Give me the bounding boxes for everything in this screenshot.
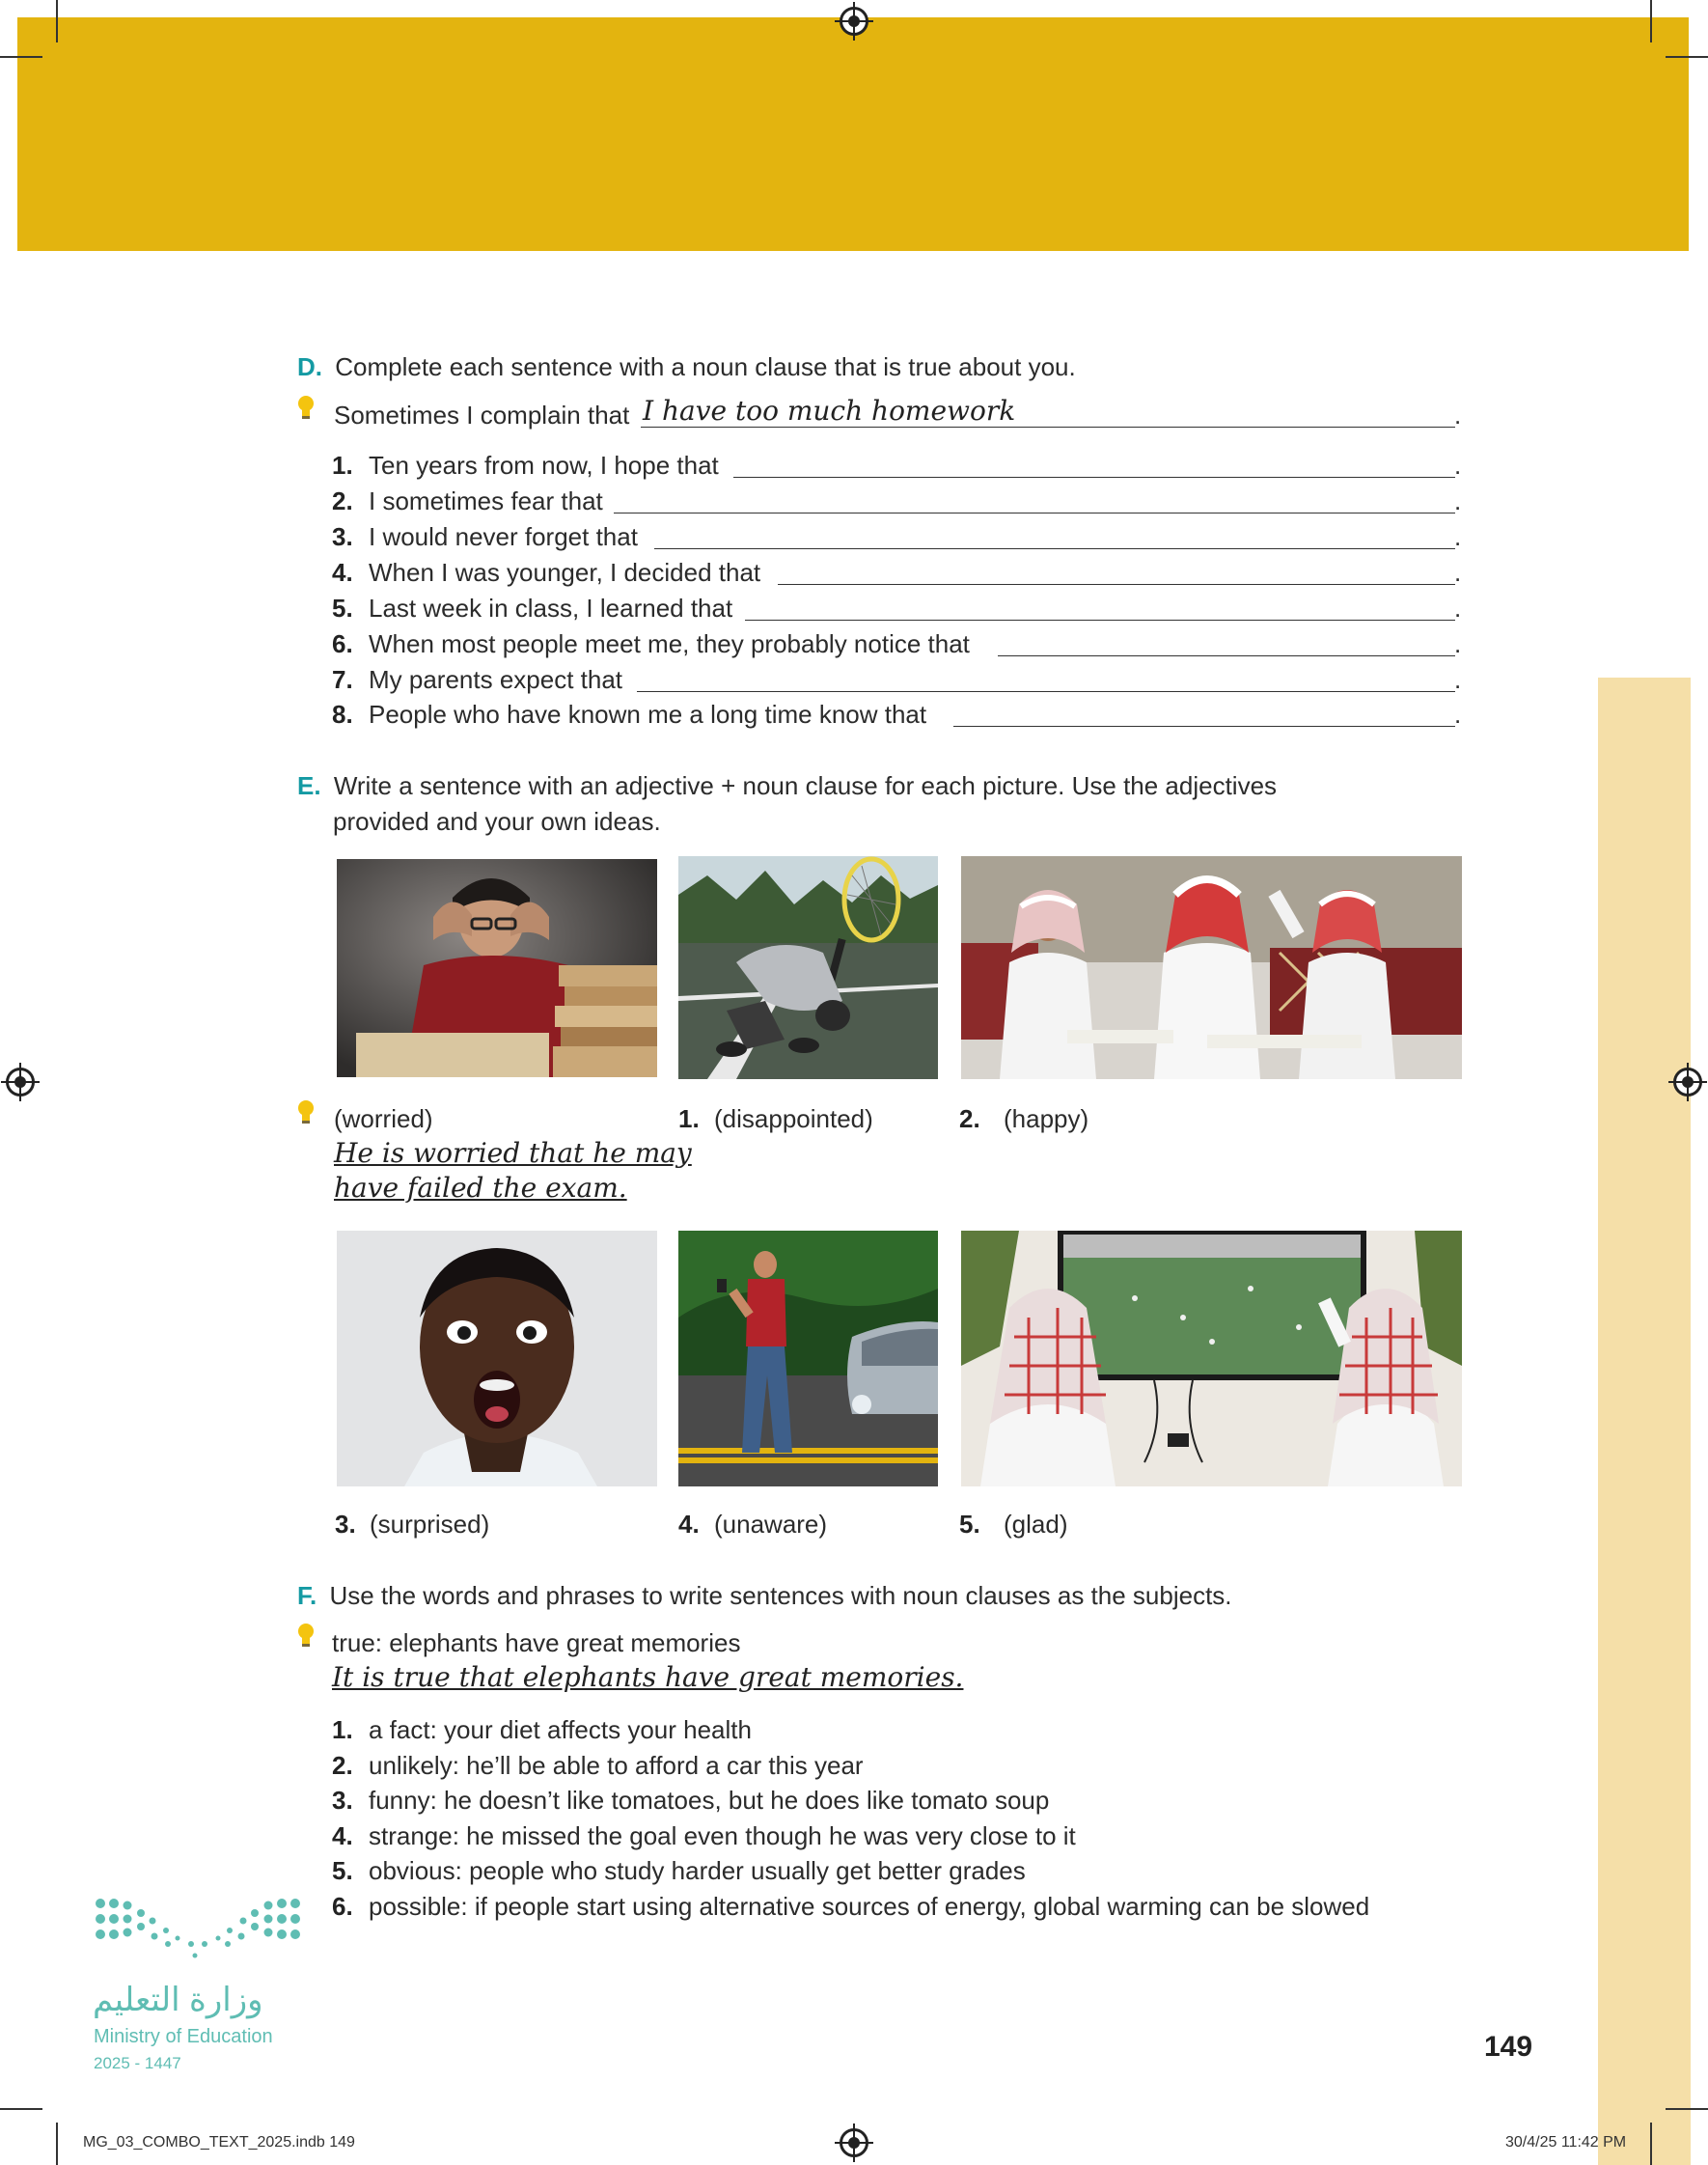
example-label: (worried) <box>334 1104 433 1133</box>
photo-man-on-phone-street <box>678 1231 938 1486</box>
ministry-english-name: Ministry of Education <box>94 2026 273 2047</box>
list-item: 6. When most people meet me, they probably notice that <box>332 629 970 658</box>
instruction-text: Complete each sentence with a noun clause that is true about you. <box>335 352 1076 381</box>
ministry-year: 2025 - 1447 <box>94 2054 181 2072</box>
section-letter: F. <box>297 1581 317 1610</box>
section-letter: E. <box>297 771 321 800</box>
crop-mark <box>56 2123 58 2165</box>
registration-mark-icon <box>840 7 868 36</box>
answer-line[interactable] <box>998 655 1455 656</box>
example-answer-line2: have failed the exam. <box>334 1172 627 1204</box>
photo-worried-student <box>337 859 657 1077</box>
example-answer-line1: He is worried that he may <box>334 1137 692 1169</box>
section-f-heading <box>297 1580 1232 1611</box>
photo-tennis-player <box>678 856 938 1079</box>
list-item: 2. I sometimes fear that <box>332 486 603 515</box>
page-number: 149 <box>1484 2031 1533 2063</box>
list-item: 3. I would never forget that <box>332 522 638 551</box>
crop-mark <box>1650 0 1652 42</box>
answer-line[interactable] <box>778 584 1455 585</box>
instruction-text: Use the words and phrases to write sentences with noun clauses as the subjects. <box>329 1581 1232 1610</box>
ministry-logo-icon <box>95 1898 301 1967</box>
header-banner <box>17 17 1689 251</box>
answer-line[interactable] <box>637 691 1455 692</box>
answer-line[interactable] <box>733 477 1455 478</box>
crop-mark <box>1666 2108 1708 2110</box>
section-e-heading <box>297 770 1277 801</box>
example-prompt: true: elephants have great memories <box>332 1628 741 1657</box>
section-letter: D. <box>297 352 322 381</box>
caption-surprised: 3. (surprised) <box>335 1510 490 1539</box>
registration-mark-icon <box>1673 1068 1702 1096</box>
caption-glad: 5. (glad) <box>959 1510 1068 1539</box>
crop-mark <box>0 2108 42 2110</box>
caption-happy: 2. (happy) <box>959 1104 1089 1133</box>
lightbulb-icon <box>295 1622 317 1651</box>
list-item: 4. strange: he missed the goal even though he was very close to it <box>332 1821 1076 1850</box>
example-prompt: Sometimes I complain that <box>334 401 630 430</box>
crop-mark <box>1666 56 1708 58</box>
instruction-text: provided and your own ideas. <box>333 807 661 836</box>
crop-mark <box>0 56 42 58</box>
footer-timestamp: 30/4/25 11:42 PM <box>1505 2134 1627 2151</box>
list-item: 1. Ten years from now, I hope that <box>332 451 719 480</box>
instruction-text: Write a sentence with an adjective + noun clause for each picture. Use the adjectives <box>333 771 1278 800</box>
section-d-heading <box>297 351 1076 382</box>
registration-mark-icon <box>840 2128 868 2157</box>
answer-line[interactable] <box>654 548 1455 549</box>
answer-line[interactable] <box>745 620 1455 621</box>
list-item: 7. My parents expect that <box>332 665 623 694</box>
list-item: 1. a fact: your diet affects your health <box>332 1715 752 1744</box>
list-item: 2. unlikely: he’ll be able to afford a car this year <box>332 1751 864 1780</box>
list-item: 3. funny: he doesn’t like tomatoes, but he does like tomato soup <box>332 1786 1050 1815</box>
answer-line[interactable] <box>641 427 1455 428</box>
crop-mark <box>56 0 58 42</box>
photo-surprised-man <box>337 1231 657 1486</box>
list-item: 4. When I was younger, I decided that <box>332 558 761 587</box>
example-answer: It is true that elephants have great memories. <box>332 1661 964 1693</box>
caption-disappointed: 1. (disappointed) <box>678 1104 873 1133</box>
list-item: 8. People who have known me a long time know that <box>332 700 927 729</box>
footer-file-info: MG_03_COMBO_TEXT_2025.indb 149 <box>83 2134 355 2151</box>
example-answer: I have too much homework <box>643 395 1016 427</box>
caption-unaware: 4. (unaware) <box>678 1510 828 1539</box>
registration-mark-icon <box>6 1068 35 1096</box>
ministry-arabic-name: وزارة التعليم <box>93 1982 263 2018</box>
list-item: 5. obvious: people who study harder usually get better grades <box>332 1856 1026 1885</box>
sidebar-tab <box>1598 678 1691 2165</box>
list-item: 6. possible: if people start using alternative sources of energy, global warming can be slowed <box>332 1892 1370 1921</box>
lightbulb-icon <box>295 394 317 423</box>
list-item: 5. Last week in class, I learned that <box>332 594 733 623</box>
answer-line[interactable] <box>953 726 1455 727</box>
crop-mark <box>1650 2123 1652 2165</box>
photo-men-watching-football <box>961 1231 1462 1486</box>
lightbulb-icon <box>295 1098 317 1127</box>
photo-happy-men <box>961 856 1462 1079</box>
